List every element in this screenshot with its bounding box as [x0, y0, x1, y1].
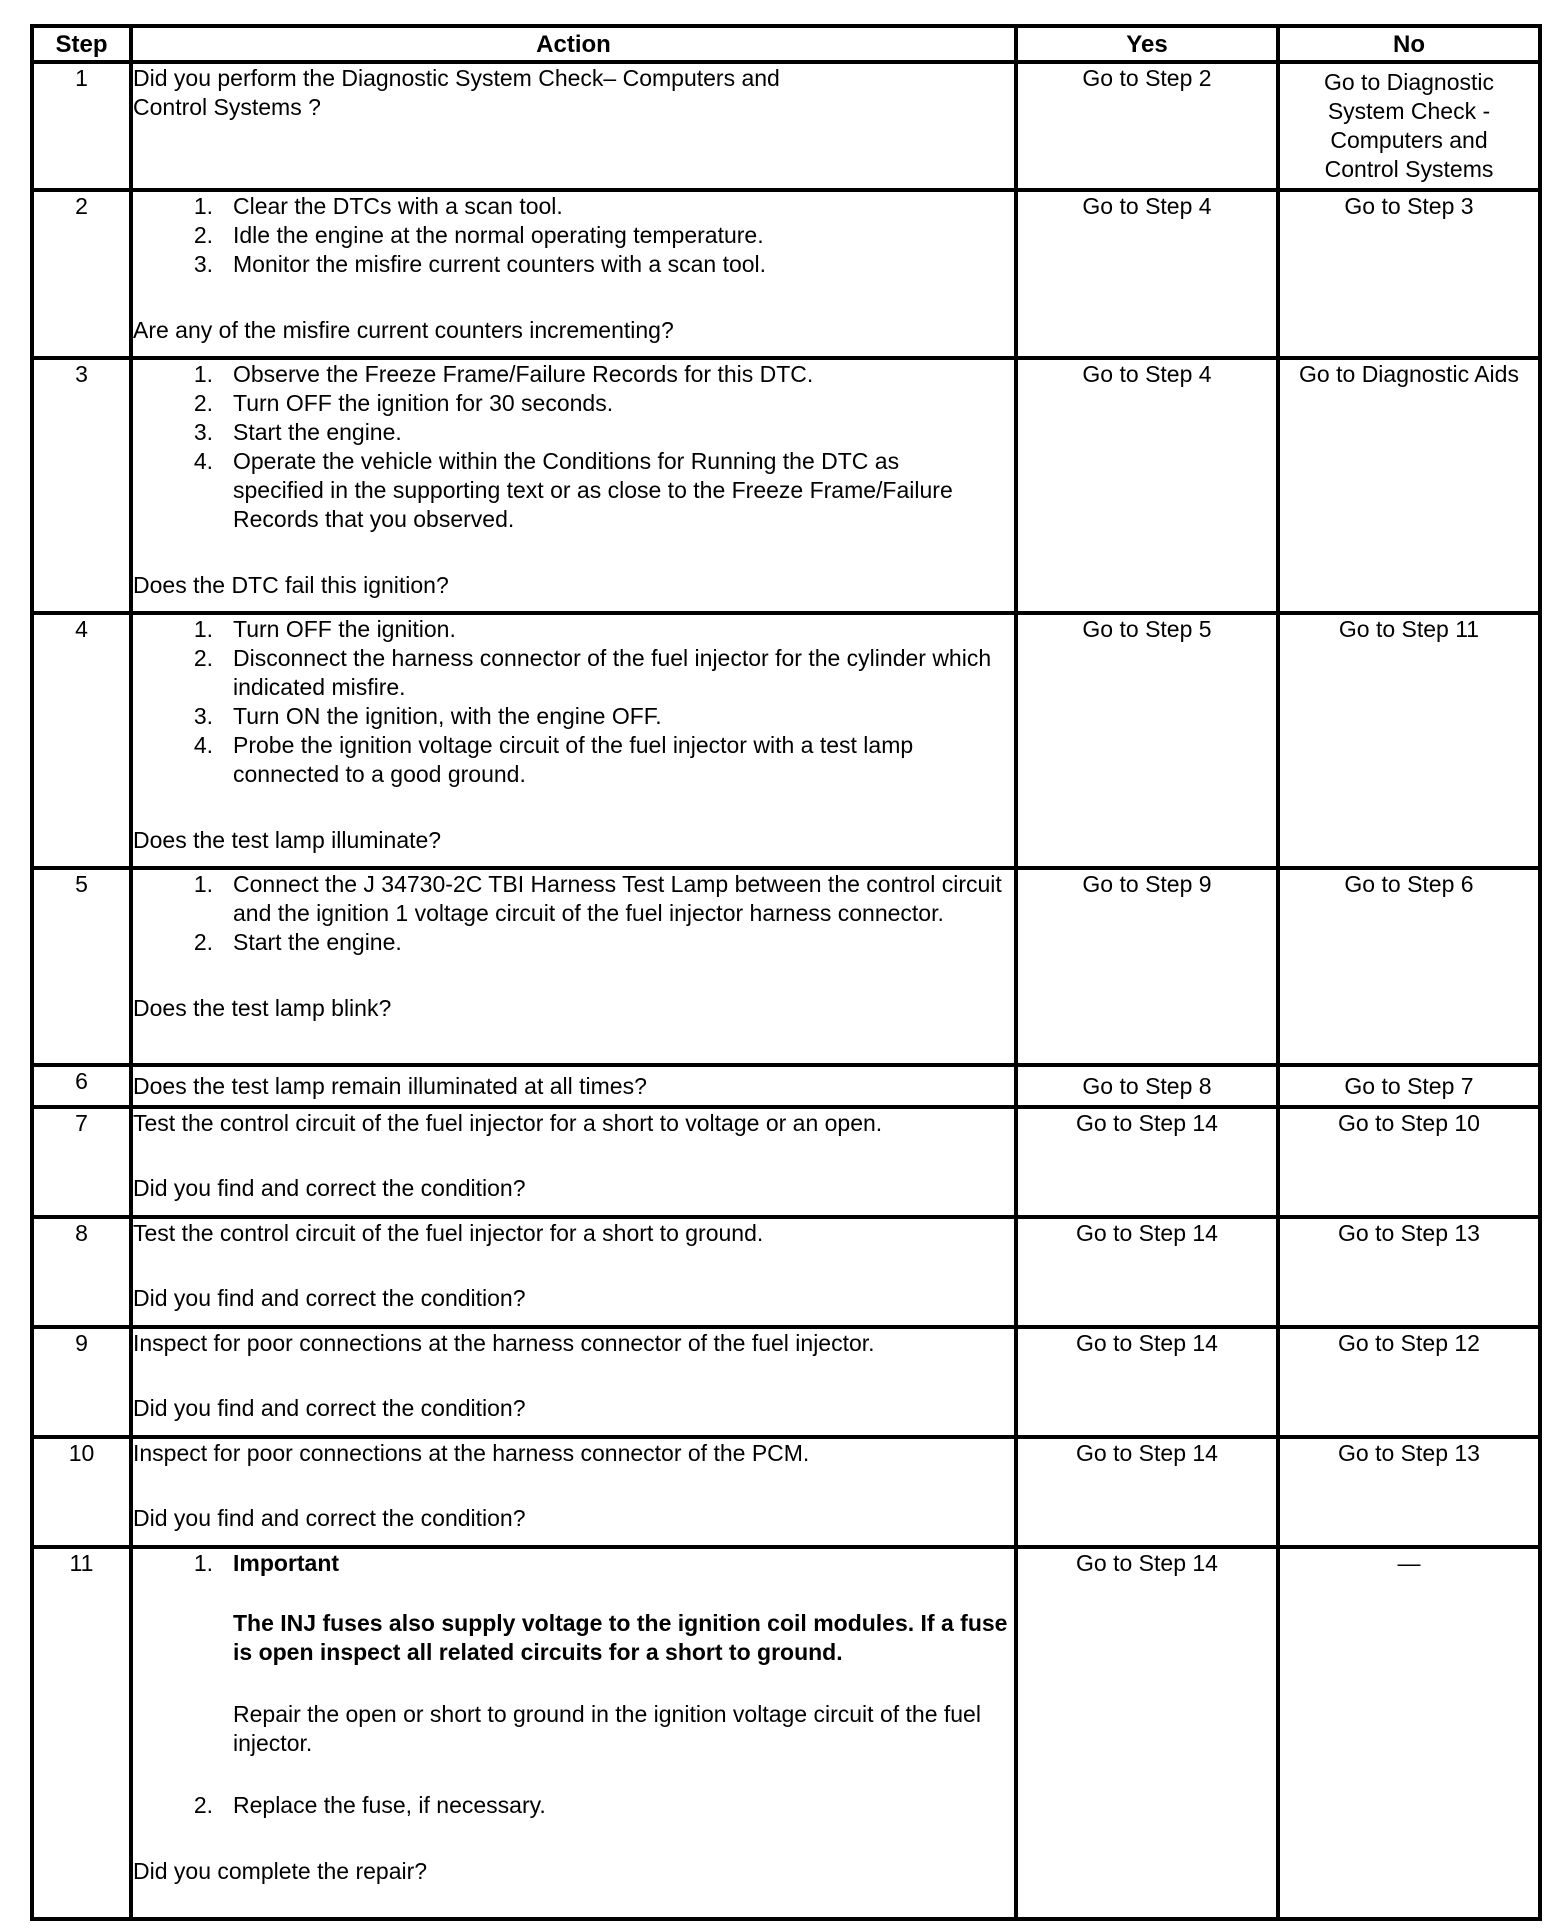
- action-steps: [133, 360, 1014, 534]
- table-row: [32, 868, 1540, 1065]
- list-item: 3. Turn ON the ignition, with the engine OFF.: [193, 703, 662, 729]
- action-cell: [131, 1065, 1016, 1107]
- yes-cell: Go to Step 14: [1016, 1327, 1278, 1437]
- step-number: 10: [32, 1437, 131, 1547]
- list-item: 4. Operate the vehicle within the Conditions for Running the DTC as specified in the supporting text or as close to the Freeze Frame/Failure Records that you observed.: [193, 448, 953, 532]
- action-question: Did you complete the repair?: [133, 1858, 428, 1884]
- no-cell: Go to Step 11: [1278, 613, 1540, 868]
- no-cell: Go to Step 6: [1278, 868, 1540, 1065]
- table-row: [32, 62, 1540, 190]
- yes-cell: Go to Step 14: [1016, 1107, 1278, 1217]
- yes-cell: Go to Step 14: [1016, 1547, 1278, 1919]
- repair-instruction: Repair the open or short to ground in the ignition voltage circuit of the fuel injector.: [233, 1701, 981, 1756]
- no-cell: Go to Diagnostic Aids: [1278, 358, 1540, 613]
- no-cell: Go to Step 12: [1278, 1327, 1540, 1437]
- yes-cell: Go to Step 14: [1016, 1437, 1278, 1547]
- no-cell: Go to Step 3: [1278, 190, 1540, 358]
- yes-cell: Go to Step 5: [1016, 613, 1278, 868]
- action-cell: [131, 190, 1016, 358]
- action-cell: [131, 613, 1016, 868]
- action-question: Did you perform the Diagnostic System Check– Computers and Control Systems ?: [133, 65, 780, 120]
- action-instruction: Test the control circuit of the fuel injector for a short to ground.: [133, 1220, 764, 1246]
- list-item: 2. Start the engine.: [193, 929, 402, 955]
- action-steps: [133, 870, 1014, 957]
- important-note: The INJ fuses also supply voltage to the ignition coil modules. If a fuse is open inspect all related circuits for a short to ground.: [233, 1610, 1008, 1665]
- action-question: Does the test lamp illuminate?: [133, 827, 442, 853]
- action-steps: [133, 1549, 1014, 1820]
- action-cell: [131, 1217, 1016, 1327]
- action-instruction: Test the control circuit of the fuel injector for a short to voltage or an open.: [133, 1110, 883, 1136]
- action-question: Does the test lamp remain illuminated at all times?: [133, 1072, 647, 1099]
- action-question: Does the test lamp blink?: [133, 995, 392, 1021]
- action-cell: [131, 1437, 1016, 1547]
- list-item: 1. Turn OFF the ignition.: [193, 616, 456, 642]
- list-item: 2. Turn OFF the ignition for 30 seconds.: [193, 390, 614, 416]
- action-cell: [131, 1107, 1016, 1217]
- action-instruction: Inspect for poor connections at the harness connector of the fuel injector.: [133, 1330, 875, 1356]
- table-row: [32, 1217, 1540, 1327]
- list-item: 2. Replace the fuse, if necessary.: [193, 1792, 546, 1818]
- step-number: 5: [32, 868, 131, 1065]
- action-question: Does the DTC fail this ignition?: [133, 572, 449, 598]
- table-row: [32, 1327, 1540, 1437]
- action-steps: [133, 615, 1014, 789]
- list-item: 3. Start the engine.: [193, 419, 402, 445]
- yes-cell: Go to Step 9: [1016, 868, 1278, 1065]
- yes-cell: Go to Step 4: [1016, 190, 1278, 358]
- step-number: 2: [32, 190, 131, 358]
- step-number: 8: [32, 1217, 131, 1327]
- yes-cell: Go to Step 8: [1016, 1065, 1278, 1107]
- step-number: 11: [32, 1547, 131, 1919]
- action-question: Did you find and correct the condition?: [133, 1285, 526, 1311]
- action-instruction: Inspect for poor connections at the harness connector of the PCM.: [133, 1440, 810, 1466]
- table-row: [32, 358, 1540, 613]
- action-cell: [131, 1327, 1016, 1437]
- important-title: Important: [233, 1550, 340, 1576]
- no-cell: [1278, 62, 1540, 190]
- list-item: 1. Important The INJ fuses also supply voltage to the ignition coil modules. If a fuse is open inspect all related circuits for a short to ground. Repair the open or short to ground in the ignition voltage circuit of the fuel injector.: [133, 1549, 1014, 1787]
- list-item: 3. Monitor the misfire current counters with a scan tool.: [193, 251, 767, 277]
- action-question: Did you find and correct the condition?: [133, 1505, 526, 1531]
- list-item: 2. Idle the engine at the normal operating temperature.: [193, 222, 764, 248]
- table-row: [32, 1437, 1540, 1547]
- no-cell: Go to Step 10: [1278, 1107, 1540, 1217]
- action-cell: [131, 62, 1016, 190]
- yes-cell: Go to Step 4: [1016, 358, 1278, 613]
- action-cell: [131, 358, 1016, 613]
- step-number: 1: [32, 62, 131, 190]
- header-step: Step: [32, 26, 131, 62]
- action-question: Did you find and correct the condition?: [133, 1395, 526, 1421]
- diagnostic-table: [30, 24, 1542, 1921]
- step-number: 7: [32, 1107, 131, 1217]
- header-row: [32, 26, 1540, 62]
- no-cell: Go to Step 13: [1278, 1217, 1540, 1327]
- table-row: [32, 1107, 1540, 1217]
- action-question: Did you find and correct the condition?: [133, 1175, 526, 1201]
- no-cell: —: [1278, 1547, 1540, 1919]
- action-cell: [131, 1547, 1016, 1919]
- action-steps: [133, 192, 1014, 279]
- yes-cell: Go to Step 2: [1016, 62, 1278, 190]
- header-no: No: [1278, 26, 1540, 62]
- list-item: 1. Clear the DTCs with a scan tool.: [193, 193, 563, 219]
- list-item: 2. Disconnect the harness connector of the fuel injector for the cylinder which indicated misfire.: [193, 645, 992, 700]
- step-number: 4: [32, 613, 131, 868]
- list-item: 4. Probe the ignition voltage circuit of the fuel injector with a test lamp connected to a good ground.: [193, 732, 914, 787]
- list-item: 1. Connect the J 34730-2C TBI Harness Test Lamp between the control circuit and the ignition 1 voltage circuit of the fuel injector harness connector.: [193, 871, 1002, 926]
- action-cell: [131, 868, 1016, 1065]
- step-number: 6: [32, 1065, 131, 1107]
- list-item: 1. Observe the Freeze Frame/Failure Records for this DTC.: [193, 361, 814, 387]
- step-number: 9: [32, 1327, 131, 1437]
- no-cell: Go to Step 13: [1278, 1437, 1540, 1547]
- no-cell: Go to Step 7: [1278, 1065, 1540, 1107]
- table-row: [32, 1065, 1540, 1107]
- step-number: 3: [32, 358, 131, 613]
- table-row: [32, 613, 1540, 868]
- no-text: Go to Diagnostic System Check - Computers and Control Systems: [1323, 69, 1495, 182]
- action-question: Are any of the misfire current counters incrementing?: [133, 317, 674, 343]
- table-row: [32, 190, 1540, 358]
- header-action: Action: [131, 26, 1016, 62]
- table-row: [32, 1547, 1540, 1919]
- yes-cell: Go to Step 14: [1016, 1217, 1278, 1327]
- header-yes: Yes: [1016, 26, 1278, 62]
